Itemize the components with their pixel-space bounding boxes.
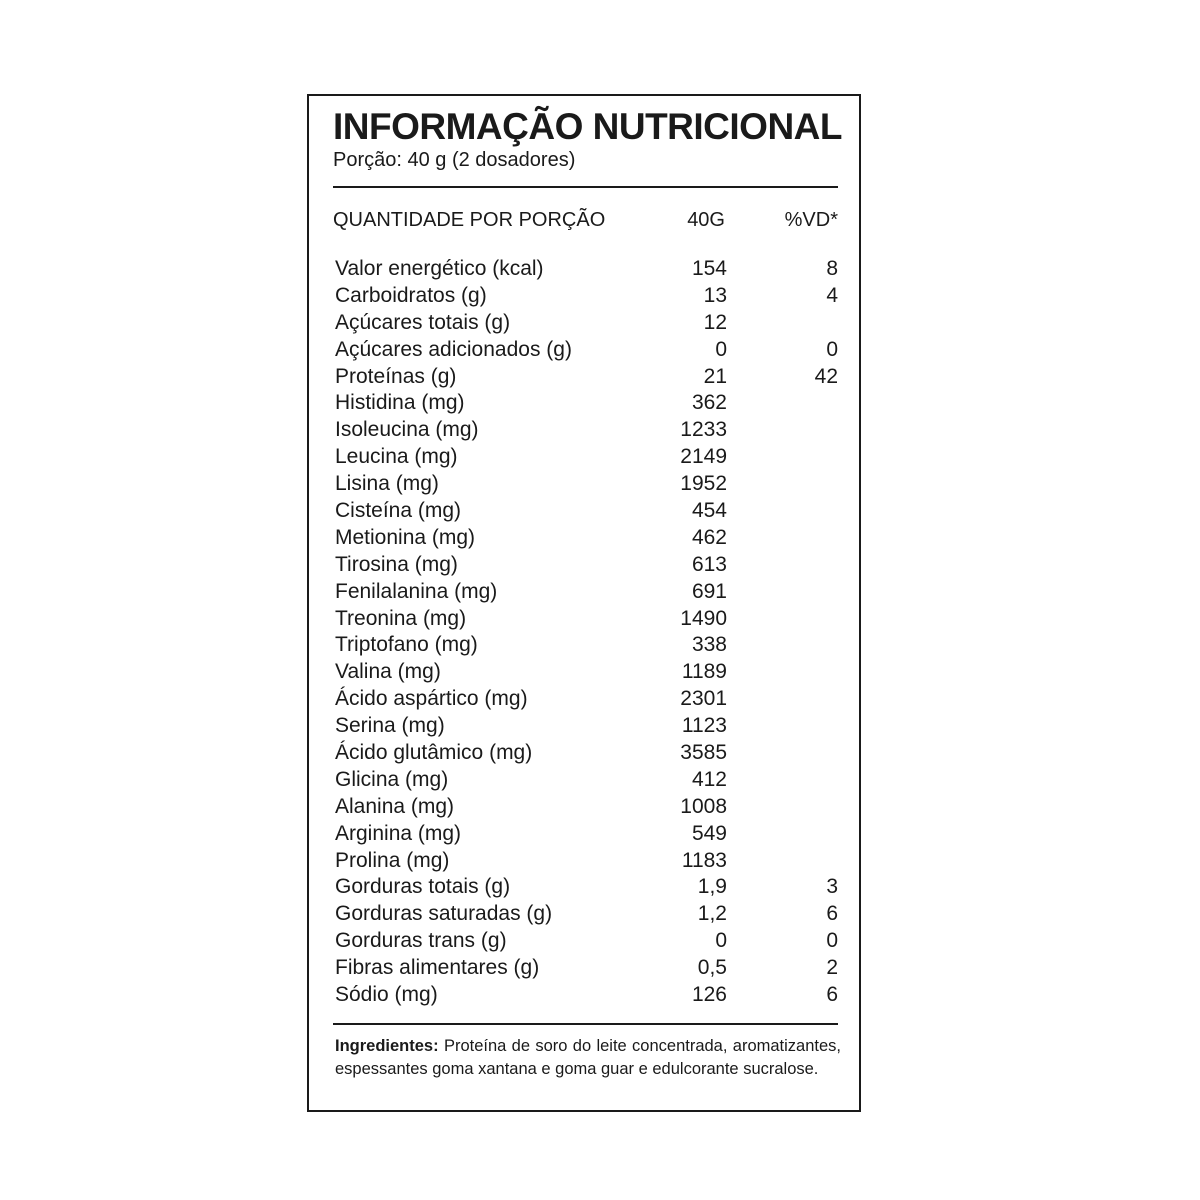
nutrient-name: Prolina (mg) [335, 848, 450, 872]
nutrient-amount: 362 [691, 391, 727, 415]
table-row [335, 525, 838, 552]
nutrient-daily-value: 0 [826, 337, 838, 361]
nutrient-amount: 1123 [681, 714, 727, 738]
nutrient-amount: 126 [691, 983, 727, 1007]
table-row [335, 740, 838, 767]
nutrient-daily-value: 8 [826, 257, 838, 280]
nutrient-daily-value: 42 [814, 364, 838, 388]
nutrition-facts-label [307, 94, 861, 1112]
nutrient-name: Açúcares totais (g) [335, 310, 511, 334]
nutrient-amount: 613 [691, 552, 727, 576]
table-row [335, 256, 838, 283]
nutrient-name: Carboidratos (g) [335, 283, 487, 307]
table-row [335, 471, 838, 498]
nutrient-amount: 1,2 [697, 902, 727, 926]
ingredients-label: Ingredientes: [335, 1037, 439, 1055]
nutrient-name: Fibras alimentares (g) [335, 956, 540, 980]
table-row [335, 982, 838, 1009]
nutrient-name: Serina (mg) [335, 714, 445, 738]
table-header [333, 209, 838, 233]
nutrient-amount: 0 [715, 337, 727, 361]
nutrient-amount: 1183 [681, 848, 727, 872]
nutrient-daily-value: 6 [826, 902, 838, 926]
nutrient-name: Gorduras trans (g) [335, 929, 507, 953]
table-row [335, 444, 838, 471]
nutrient-name: Tirosina (mg) [335, 552, 458, 576]
nutrient-name: Ácido aspártico (mg) [335, 687, 528, 711]
table-row [335, 901, 838, 928]
nutrient-amount: 1233 [680, 418, 727, 442]
header-quantity: QUANTIDADE POR PORÇÃO [333, 209, 606, 231]
nutrient-name: Gorduras saturadas (g) [335, 902, 553, 926]
header-daily-value: %VD* [784, 209, 838, 231]
table-row [335, 928, 838, 955]
nutrient-name: Fenilalanina (mg) [335, 579, 498, 603]
nutrient-amount: 21 [703, 364, 727, 388]
header-amount: 40G [687, 209, 725, 231]
label-title: INFORMAÇÃO NUTRICIONAL [333, 106, 843, 147]
table-row [335, 498, 838, 525]
nutrient-daily-value: 6 [826, 983, 838, 1007]
nutrient-name: Valina (mg) [335, 660, 441, 684]
nutrient-amount: 154 [691, 257, 727, 280]
table-row [335, 579, 838, 606]
nutrient-amount: 3585 [680, 741, 727, 765]
table-row [335, 552, 838, 579]
table-row [335, 659, 838, 686]
divider-bottom [333, 1023, 838, 1025]
nutrient-amount: 1952 [680, 472, 727, 496]
table-row [335, 606, 838, 633]
nutrient-amount: 2301 [680, 687, 727, 711]
table-row [335, 310, 838, 337]
nutrient-amount: 1008 [680, 794, 727, 818]
nutrient-amount: 338 [691, 633, 727, 657]
nutrient-amount: 0,5 [697, 956, 727, 980]
nutrient-name: Sódio (mg) [335, 983, 438, 1007]
table-row [335, 955, 838, 982]
table-row [335, 794, 838, 821]
table-row [335, 767, 838, 794]
nutrient-daily-value: 3 [826, 875, 838, 899]
nutrient-name: Gorduras totais (g) [335, 875, 511, 899]
nutrient-daily-value: 2 [826, 956, 838, 980]
nutrient-table [335, 256, 838, 1009]
nutrient-amount: 13 [703, 283, 727, 307]
nutrient-name: Proteínas (g) [335, 364, 457, 388]
nutrient-amount: 1490 [680, 606, 727, 630]
table-row [335, 417, 838, 444]
table-row [335, 713, 838, 740]
nutrient-daily-value: 0 [826, 929, 838, 953]
table-row [335, 686, 838, 713]
table-row [335, 390, 838, 417]
nutrient-name: Ácido glutâmico (mg) [335, 741, 533, 765]
nutrient-daily-value: 4 [826, 283, 838, 307]
table-row [335, 632, 838, 659]
portion-size: Porção: 40 g (2 dosadores) [333, 149, 576, 171]
nutrient-amount: 412 [691, 767, 727, 791]
nutrient-name: Arginina (mg) [335, 821, 462, 845]
nutrient-name: Histidina (mg) [335, 391, 465, 415]
nutrient-name: Isoleucina (mg) [335, 418, 479, 442]
table-row [335, 283, 838, 310]
nutrient-amount: 0 [715, 929, 727, 953]
nutrient-amount: 1,9 [697, 875, 727, 899]
nutrient-amount: 1189 [681, 660, 727, 684]
nutrient-name: Açúcares adicionados (g) [335, 337, 572, 361]
table-row [335, 364, 838, 391]
nutrient-amount: 2149 [680, 445, 727, 469]
divider-top [333, 186, 838, 188]
nutrient-name: Treonina (mg) [335, 606, 467, 630]
nutrient-name: Glicina (mg) [335, 767, 449, 791]
table-row [335, 821, 838, 848]
nutrient-amount: 462 [691, 525, 727, 549]
nutrient-amount: 549 [691, 821, 727, 845]
nutrient-name: Valor energético (kcal) [335, 257, 544, 280]
table-row [335, 874, 838, 901]
ingredients-block [335, 1035, 841, 1081]
nutrient-amount: 454 [691, 499, 727, 523]
nutrient-name: Leucina (mg) [335, 445, 458, 469]
nutrient-name: Cisteína (mg) [335, 499, 462, 523]
ingredients-text: Proteína de soro do leite concentrada, aromatizantes, espessantes goma xantana e goma guar e edulcorante sucralose. [335, 1037, 841, 1078]
table-row [335, 337, 838, 364]
nutrient-amount: 12 [703, 310, 727, 334]
table-row [335, 848, 838, 875]
nutrient-amount: 691 [691, 579, 727, 603]
nutrient-name: Alanina (mg) [335, 794, 455, 818]
nutrient-name: Triptofano (mg) [335, 633, 478, 657]
nutrient-name: Lisina (mg) [335, 472, 439, 496]
nutrient-name: Metionina (mg) [335, 525, 476, 549]
